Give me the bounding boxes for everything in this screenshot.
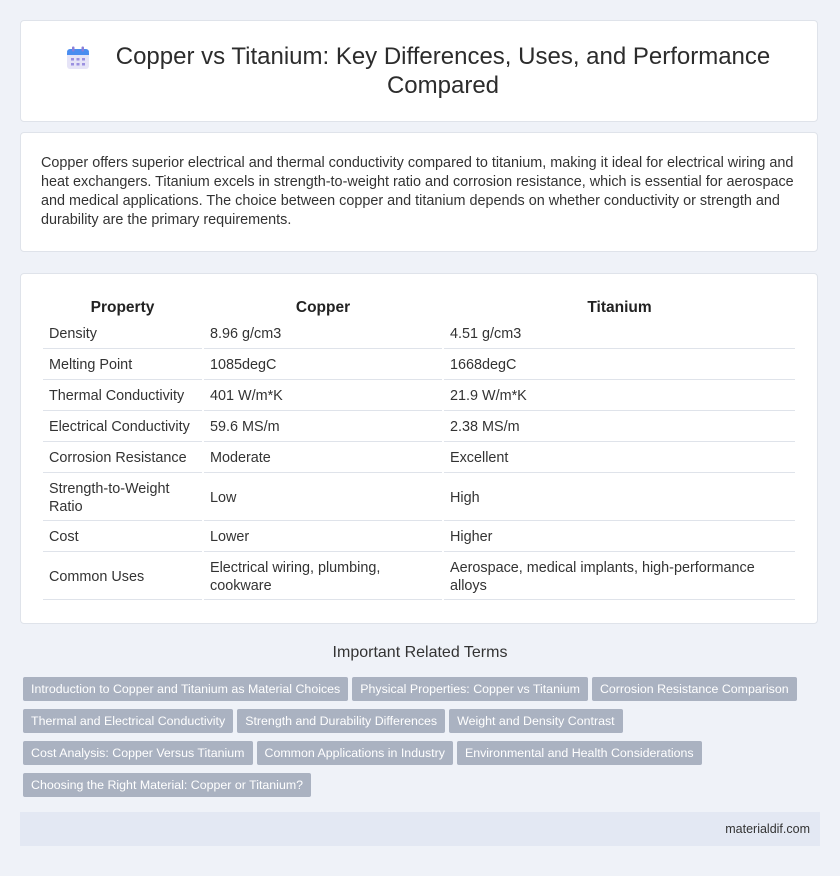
related-term-tag[interactable]: Weight and Density Contrast: [449, 709, 622, 733]
table-row: [43, 523, 795, 552]
column-header: Copper: [295, 299, 351, 316]
table-cell: Melting Point: [43, 351, 202, 380]
related-term-tag[interactable]: Cost Analysis: Copper Versus Titanium: [23, 741, 253, 765]
table-cell: High: [444, 475, 795, 521]
table-cell: Cost: [43, 523, 202, 552]
table-cell: Corrosion Resistance: [43, 444, 202, 473]
table-cell: 401 W/m*K: [204, 382, 442, 411]
related-terms-list: [23, 677, 813, 805]
table-row: [43, 554, 795, 600]
table-cell: Moderate: [204, 444, 442, 473]
intro-card: [20, 132, 818, 252]
table-row: [43, 351, 795, 380]
comparison-table: [41, 294, 797, 602]
column-header: Property: [90, 299, 155, 316]
related-term-tag[interactable]: Environmental and Health Considerations: [457, 741, 702, 765]
table-row: [43, 320, 795, 349]
table-cell: Aerospace, medical implants, high-performance alloys: [444, 554, 795, 600]
table-cell: Electrical wiring, plumbing, cookware: [204, 554, 442, 600]
related-term-tag[interactable]: Strength and Durability Differences: [237, 709, 445, 733]
table-cell: Common Uses: [43, 554, 202, 600]
table-cell: Electrical Conductivity: [43, 413, 202, 442]
related-term-tag[interactable]: Thermal and Electrical Conductivity: [23, 709, 233, 733]
footer: [20, 812, 820, 846]
related-term-tag[interactable]: Common Applications in Industry: [257, 741, 453, 765]
intro-paragraph: Copper offers superior electrical and thermal conductivity compared to titanium, making it ideal for electrical wiring and heat exchangers. Titanium excels in strength-to-weight ratio and corrosion resistance, which is essential for aerospace and medical applications. The choice between copper and titanium depends on whether conductivity or strength and durability are the primary requirements.: [41, 155, 794, 228]
table-cell: 1668degC: [444, 351, 795, 380]
related-term-tag[interactable]: Introduction to Copper and Titanium as Material Choices: [23, 677, 348, 701]
related-terms-heading: Important Related Terms: [332, 644, 508, 661]
related-term-tag[interactable]: Physical Properties: Copper vs Titanium: [352, 677, 588, 701]
calendar-icon: [65, 45, 91, 71]
table-cell: 8.96 g/cm3: [204, 320, 442, 349]
comparison-table-card: [20, 273, 818, 624]
table-cell: Low: [204, 475, 442, 521]
table-cell: Excellent: [444, 444, 795, 473]
table-cell: Lower: [204, 523, 442, 552]
footer-site-link[interactable]: materialdif.com: [725, 822, 810, 836]
table-cell: 1085degC: [204, 351, 442, 380]
table-cell: 59.6 MS/m: [204, 413, 442, 442]
table-cell: Density: [43, 320, 202, 349]
table-row: [43, 413, 795, 442]
table-row: [43, 475, 795, 521]
column-header: Titanium: [587, 299, 652, 316]
table-row: [43, 444, 795, 473]
table-row: [43, 382, 795, 411]
table-cell: Higher: [444, 523, 795, 552]
page-title: Copper vs Titanium: Key Differences, Uses, and Performance Compared: [115, 43, 771, 99]
related-term-tag[interactable]: Corrosion Resistance Comparison: [592, 677, 797, 701]
table-cell: 21.9 W/m*K: [444, 382, 795, 411]
table-header-row: [43, 296, 795, 318]
related-term-tag[interactable]: Choosing the Right Material: Copper or Titanium?: [23, 773, 311, 797]
table-cell: Thermal Conductivity: [43, 382, 202, 411]
table-cell: 2.38 MS/m: [444, 413, 795, 442]
table-cell: Strength-to-Weight Ratio: [43, 475, 202, 521]
header-card: [20, 20, 818, 122]
table-cell: 4.51 g/cm3: [444, 320, 795, 349]
